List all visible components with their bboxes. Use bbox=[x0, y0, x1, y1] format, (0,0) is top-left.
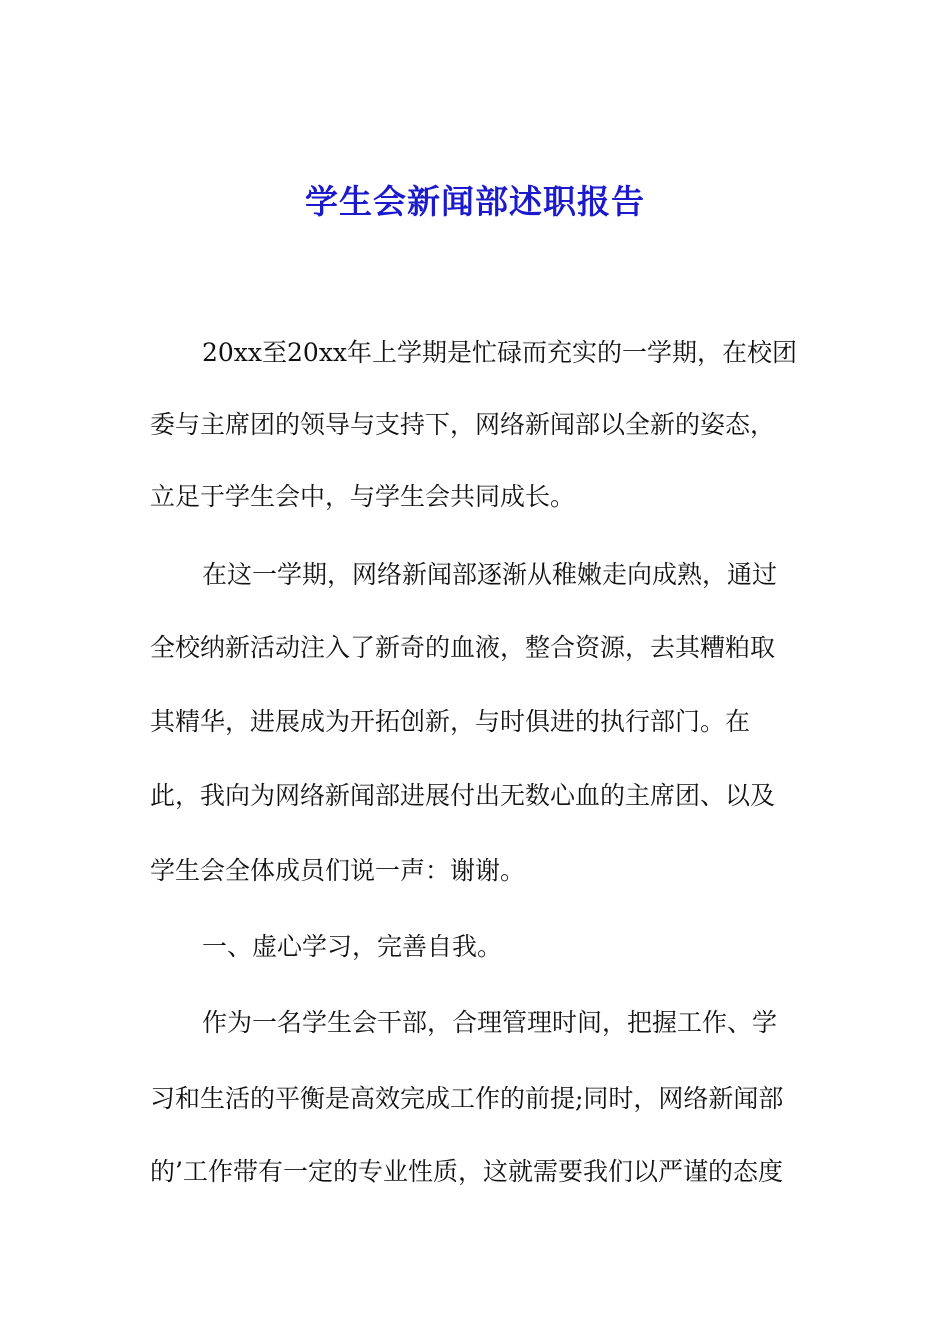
paragraph-3-line-3: 的’工作带有一定的专业性质，这就需要我们以严谨的态度 bbox=[150, 1157, 783, 1186]
paragraph-2-line-4: 此，我向为网络新闻部进展付出无数心血的主席团、以及 bbox=[150, 781, 776, 810]
paragraph-3-line-1: 作为一名学生会干部，合理管理时间，把握工作、学 bbox=[202, 1008, 778, 1037]
paragraph-2-line-5: 学生会全体成员们说一声：谢谢。 bbox=[150, 856, 526, 885]
document-title: 学生会新闻部述职报告 bbox=[305, 182, 645, 221]
paragraph-1-line-1: 20xx至20xx年上学期是忙碌而充实的一学期，在校团 bbox=[202, 338, 798, 367]
paragraph-3-line-2: 习和生活的平衡是高效完成工作的前提;同时，网络新闻部 bbox=[150, 1084, 784, 1113]
paragraph-2-line-1: 在这一学期，网络新闻部逐渐从稚嫩走向成熟，通过 bbox=[202, 560, 778, 589]
section-heading-1: 一、虚心学习，完善自我。 bbox=[202, 932, 503, 961]
paragraph-1-line-3: 立足于学生会中，与学生会共同成长。 bbox=[150, 482, 576, 511]
paragraph-1-line-2: 委与主席团的领导与支持下，网络新闻部以全新的姿态， bbox=[150, 410, 776, 439]
paragraph-2-line-3: 其精华，进展成为开拓创新，与时俱进的执行部门。在 bbox=[150, 707, 751, 736]
paragraph-2-line-2: 全校纳新活动注入了新奇的血液，整合资源，去其糟粕取 bbox=[150, 633, 776, 662]
